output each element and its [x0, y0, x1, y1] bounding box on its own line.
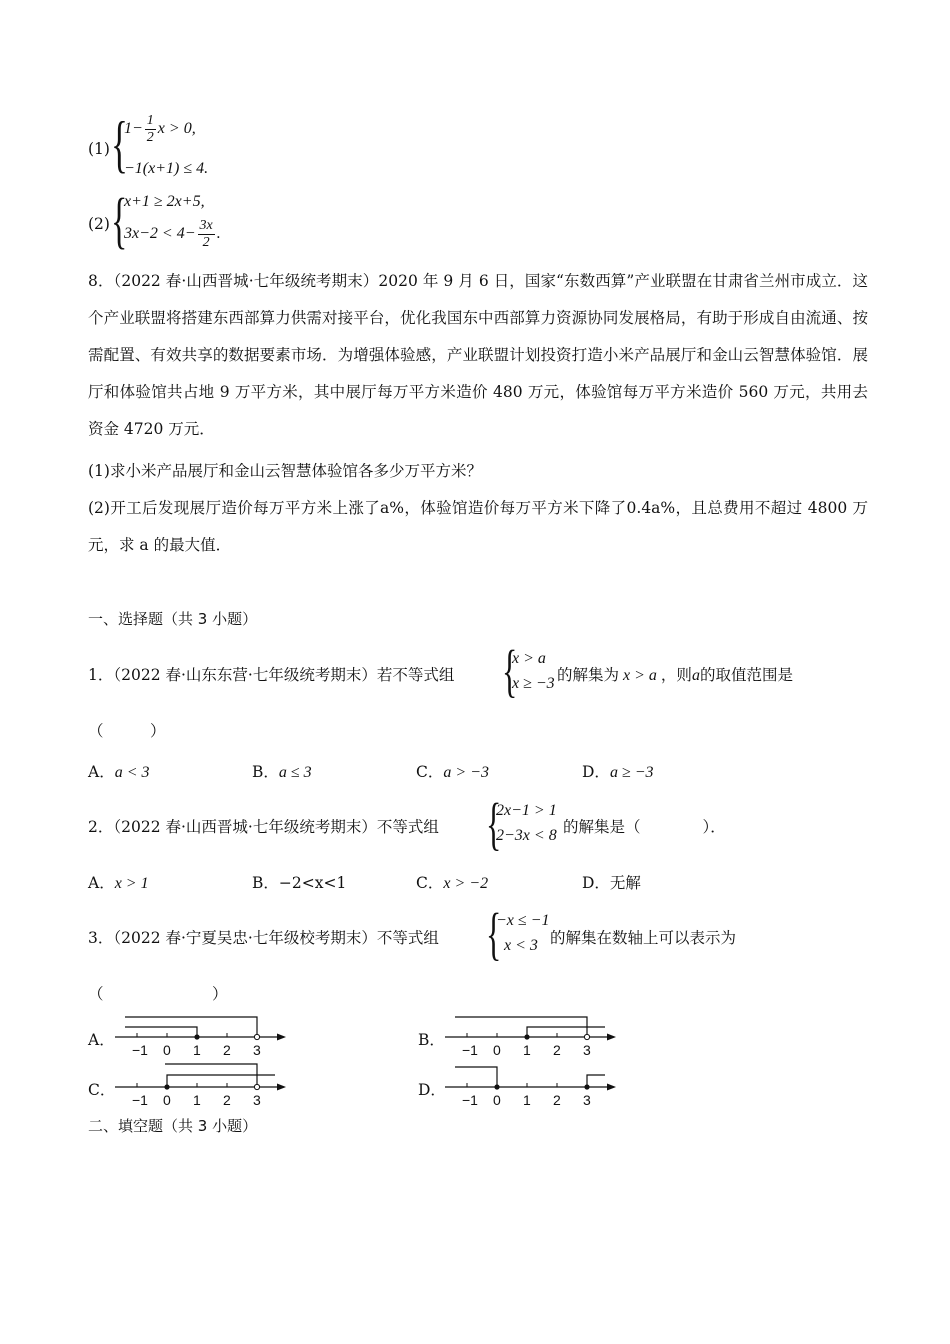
mc1-option-b[interactable]: [252, 760, 312, 782]
tick-label: −1: [462, 1092, 478, 1108]
prev-p1-line1-b: x > 0,: [157, 120, 196, 138]
tick-label: 0: [163, 1092, 171, 1108]
tick-label: 2: [553, 1042, 561, 1058]
mc3-sys2: x < 3: [504, 937, 538, 954]
option-label: B．: [252, 763, 279, 781]
mc3-option-b-label[interactable]: B．: [418, 1031, 445, 1049]
tick-label: 3: [583, 1042, 591, 1058]
mc2-option-b[interactable]: [252, 871, 346, 893]
option-value: x > −2: [443, 875, 489, 892]
option-value: a ≤ 3: [278, 764, 312, 781]
prev-p2-label: (2): [88, 215, 110, 233]
mc1-sys1: x > a: [512, 650, 546, 667]
option-value: a > −3: [443, 764, 489, 781]
tick-label: −1: [132, 1042, 148, 1058]
q8-sub1: (1)求小米产品展厅和金山云智慧体验馆各多少万平方米？: [88, 462, 482, 480]
prev-p2-line2-b: .: [216, 225, 221, 243]
option-label: A．: [88, 763, 115, 781]
fraction: [198, 219, 215, 250]
mc3-suffix: 的解集在数轴上可以表示为: [550, 929, 737, 947]
mc1-var: a: [691, 667, 700, 684]
prev-p2-line2-a: 3x−2 < 4−: [124, 225, 196, 243]
brace-icon: {: [111, 108, 128, 179]
option-label: C．: [416, 874, 444, 892]
mc1-option-c[interactable]: [416, 760, 489, 782]
option-value: x > 1: [114, 875, 149, 892]
mc3-option-c-label[interactable]: C．: [88, 1081, 116, 1099]
mc1-suffix-b: ，则: [660, 666, 692, 684]
mc1-option-d[interactable]: [582, 760, 654, 782]
option-label: B．: [252, 874, 279, 892]
mc1-suffix: [557, 663, 793, 685]
mc1-suffix-c: 的取值范围是: [699, 666, 793, 684]
mc3-option-a-label[interactable]: A．: [88, 1031, 115, 1049]
tick-label: 0: [493, 1042, 501, 1058]
fraction: [145, 114, 156, 145]
tick-label: 2: [223, 1092, 231, 1108]
tick-label: 1: [523, 1092, 531, 1108]
tick-label: 1: [193, 1042, 201, 1058]
number-line-c[interactable]: [110, 1055, 300, 1114]
q8-text: 8．（2022 春·山西晋城·七年级统考期末）2020 年 9 月 6 日，国家“东数西算”产业联盟在甘肃省兰州市成立．这个产业联盟将搭建东西部算力供需对接平台，优化我国东中西部算力资源协同发展格局，有助于形成自由流通、按需配置、有效共享的数据要素市场．为增强体验感，产业联盟计划投资打造小米产品展厅和金山云智慧体验馆．展厅和体验馆共占地 9 万平方米，其中展厅每万平方米造价 480 万元，体验馆每万平方米造价 560 万元，共用去资金 4720 万元．: [88, 272, 868, 438]
mc1-sys2: x ≥ −3: [512, 675, 555, 692]
brace-icon: {: [486, 791, 502, 856]
mc2-prefix: 2．（2022 春·山西晋城·七年级统考期末）不等式组: [88, 818, 439, 836]
mc3-prefix: 3．（2022 春·宁夏吴忠·七年级校考期末）不等式组: [88, 929, 439, 947]
brace-icon: {: [502, 638, 518, 703]
tick-label: 1: [193, 1092, 201, 1108]
tick-label: 0: [493, 1092, 501, 1108]
option-label: C．: [416, 763, 444, 781]
brace-icon: {: [486, 901, 502, 966]
tick-label: −1: [132, 1092, 148, 1108]
prev-p1-line1-a: 1−: [124, 120, 143, 138]
option-value: a ≥ −3: [609, 764, 654, 781]
number-line-d[interactable]: [440, 1055, 630, 1114]
tick-label: 1: [523, 1042, 531, 1058]
prev-p1-line2: −1(x+1) ≤ 4.: [124, 160, 209, 177]
tick-label: 3: [253, 1092, 261, 1108]
option-value: −2<x<1: [278, 874, 347, 892]
brace-icon: {: [111, 187, 128, 255]
frac-num: 3x: [199, 218, 213, 233]
frac-den: 2: [202, 235, 210, 250]
frac-den: 2: [146, 130, 154, 145]
prev-p2-line2: [124, 219, 221, 250]
mc3-sys1: −x ≤ −1: [496, 912, 550, 929]
section-title: 二、填空题（共 3 小题）: [88, 1117, 258, 1135]
mc1-suffix-a: 的解集为: [557, 666, 620, 684]
mc2-option-c[interactable]: [416, 871, 488, 893]
mc2-option-d[interactable]: D．无解: [582, 874, 641, 892]
tick-label: 0: [163, 1042, 171, 1058]
mc2-suffix: 的解集是（ ）．: [563, 818, 726, 836]
q8-sub2: (2)开工后发现展厅造价每万平方米上涨了a%，体验馆造价每万平方米下降了0.4a%，且总费用不超过 4800 万元，求 a 的最大值．: [88, 499, 868, 554]
tick-label: 2: [553, 1092, 561, 1108]
mc1-option-a[interactable]: [88, 760, 150, 782]
prev-p1-line1: [124, 114, 196, 145]
mc1-paren: （ ）: [88, 722, 166, 740]
frac-num: 1: [146, 113, 154, 128]
mc2-sys1: 2x−1 > 1: [496, 802, 557, 819]
prev-p1-label: (1): [88, 140, 110, 158]
option-label: D．: [582, 763, 610, 781]
tick-label: −1: [462, 1042, 478, 1058]
mc3-paren: （ ）: [88, 985, 228, 1003]
prev-p2-line1: x+1 ≥ 2x+5,: [124, 193, 205, 210]
section-title: 一、选择题（共 3 小题）: [88, 610, 258, 628]
mc1-prefix: 1．（2022 春·山东东营·七年级统考期末）若不等式组: [88, 666, 455, 684]
tick-label: 3: [253, 1042, 261, 1058]
tick-label: 2: [223, 1042, 231, 1058]
option-value: a < 3: [114, 764, 150, 781]
mc2-option-a[interactable]: [88, 871, 149, 893]
option-label: A．: [88, 874, 115, 892]
mc1-mid: x > a: [623, 667, 657, 684]
mc2-sys2: 2−3x < 8: [496, 827, 557, 844]
mc3-option-d-label[interactable]: D．: [418, 1081, 446, 1099]
tick-label: 3: [583, 1092, 591, 1108]
